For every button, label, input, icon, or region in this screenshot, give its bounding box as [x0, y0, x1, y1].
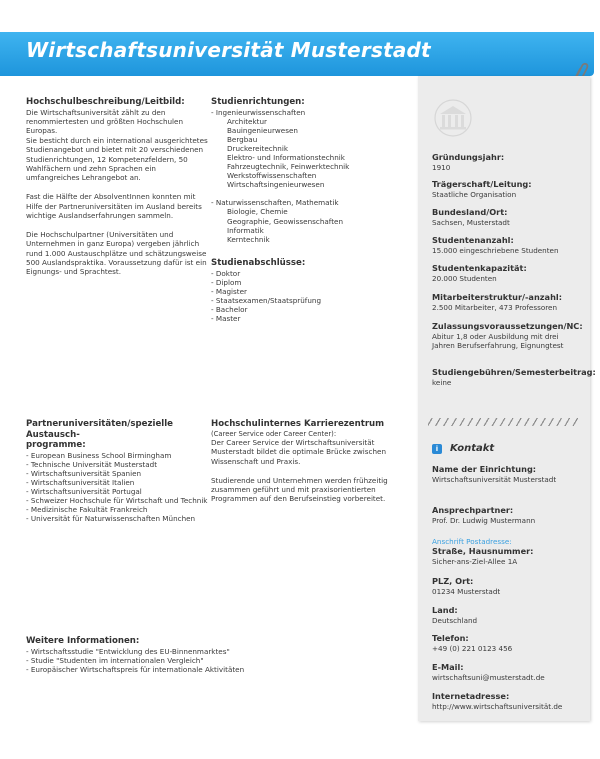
kontakt-label: E-Mail:	[432, 662, 464, 672]
fact-value: 1910	[432, 163, 451, 172]
kontakt-telefon	[432, 633, 582, 653]
beschreibung-text-3: Fast die Hälfte der AbsolventInnen konnten mit Hilfe der Partneruniversitäten im Ausland bereits wichtige Auslandserfahrungen sammeln.	[26, 192, 202, 220]
section-title-studienrichtungen: Studienrichtungen:	[211, 97, 305, 107]
kontakt-label: Land:	[432, 605, 458, 615]
list-item: - Wirtschaftsuniversität Italien	[26, 477, 135, 487]
list-item: - Naturwissenschaften, Mathematik	[211, 198, 339, 208]
fact-mitarbeiter	[432, 292, 582, 312]
section-title-karriere: Hochschulinternes Karrierezentrum	[211, 419, 385, 429]
fact-label: Zulassungsvoraussetzungen/NC:	[432, 321, 583, 331]
fact-zulassung	[432, 321, 582, 351]
kontakt-label: Name der Einrichtung:	[432, 464, 537, 474]
list-item: Wirtschaftsingenieurwesen	[227, 180, 325, 190]
fact-value: Staatliche Organisation	[432, 190, 517, 199]
beschreibung-text-1: Die Wirtschaftsuniversität zählt zu den renommiertesten und größten Hochschulen Europas.	[26, 107, 184, 136]
kontakt-value: Deutschland	[432, 616, 478, 625]
list-item: - Bachelor	[211, 304, 248, 314]
kontakt-web	[432, 691, 582, 711]
fact-studentenkapazitaet	[432, 263, 582, 283]
section-abschluesse	[211, 258, 411, 323]
list-item: - Wirtschaftsstudie "Entwicklung des EU-Binnenmarktes"	[26, 646, 230, 656]
section-weitere	[26, 636, 406, 674]
abschluesse-list	[211, 269, 411, 324]
kontakt-email	[432, 662, 582, 682]
section-karriere	[211, 419, 409, 504]
fact-label: Studentenkapazität:	[432, 263, 527, 273]
kontakt-value: Wirtschaftsuniversität Musterstadt	[432, 475, 557, 484]
fact-value: 2.500 Mitarbeiter, 473 Professoren	[432, 303, 558, 312]
kontakt-value: Sicher-ans-Ziel-Allee 1A	[432, 557, 518, 566]
kontakt-label: Telefon:	[432, 633, 469, 643]
kontakt-anschrift	[432, 537, 582, 566]
list-item: - Doktor	[211, 268, 241, 278]
section-title-abschluesse: Studienabschlüsse:	[211, 258, 306, 268]
kontakt-value: Prof. Dr. Ludwig Mustermann	[432, 516, 536, 525]
list-item: - Magister	[211, 286, 247, 296]
list-item: - Diplom	[211, 277, 242, 287]
fact-value: 20.000 Studenten	[432, 274, 497, 283]
fact-value: Sachsen, Musterstadt	[432, 218, 510, 227]
kontakt-value[interactable]: http://www.wirtschaftsuniversität.de	[432, 702, 563, 711]
list-item: Biologie, Chemie	[227, 207, 288, 217]
kontakt-ansprechpartner	[432, 505, 582, 525]
kontakt-name	[432, 464, 582, 484]
list-item: - Staatsexamen/Staatsprüfung	[211, 295, 322, 305]
fact-label: Studiengebühren/Semesterbeitrag:	[432, 367, 596, 377]
karriere-subtitle: (Career Service oder Career Center):	[211, 429, 337, 438]
fact-label: Gründungsjahr:	[432, 152, 505, 162]
list-item: - Wirtschaftsuniversität Portugal	[26, 486, 142, 496]
fact-gruendungsjahr	[432, 152, 582, 172]
fact-bundesland	[432, 207, 582, 227]
list-item: - Master	[211, 313, 241, 323]
partner-list	[26, 451, 210, 524]
fact-value: 15.000 eingeschriebene Studenten	[432, 246, 559, 255]
anschrift-note: Anschrift Postadresse:	[432, 537, 512, 546]
list-item: Bauingenieurwesen	[227, 125, 298, 135]
fact-value: Abitur 1,8 oder Ausbildung mit drei Jahren Berufserfahrung, Eignungtest	[432, 332, 564, 351]
kontakt-label: Ansprechpartner:	[432, 505, 514, 515]
karriere-text-1: Der Career Service der Wirtschaftsuniversität Musterstadt bildet die optimale Brücke zwischen Wissenschaft und Praxis.	[211, 438, 387, 466]
list-item: - Schweizer Hochschule für Wirtschaft und Technik	[26, 495, 208, 505]
list-item: Fahrzeugtechnik, Feinwerktechnik	[227, 162, 350, 172]
list-item: - Ingenieurwissenschaften	[211, 107, 306, 117]
page-title: Wirtschaftsuniversität Musterstadt	[26, 38, 431, 62]
list-item: - Technische Universität Musterstadt	[26, 459, 158, 469]
kontakt-value: 01234 Musterstadt	[432, 587, 501, 596]
kontakt-label: PLZ, Ort:	[432, 576, 474, 586]
kontakt-label: Straße, Hausnummer:	[432, 546, 534, 556]
info-icon: i	[432, 444, 442, 454]
section-beschreibung	[26, 97, 210, 277]
fact-label: Bundesland/Ort:	[432, 207, 508, 217]
list-item: Geographie, Geowissenschaften	[227, 216, 344, 226]
list-item: Architektur	[227, 116, 267, 126]
list-item: - Wirtschaftsuniversität Spanien	[26, 468, 142, 478]
list-item: Werkstoffwissenschaften	[227, 171, 317, 181]
kontakt-label: Internetadresse:	[432, 691, 510, 701]
studienrichtungen-list	[211, 108, 411, 244]
list-item: Kerntechnik	[227, 234, 270, 244]
section-title-weitere: Weitere Informationen:	[26, 636, 140, 646]
fact-value: keine	[432, 378, 452, 387]
list-item: - Studie "Studenten im internationalen Vergleich"	[26, 655, 204, 665]
kontakt-land	[432, 605, 582, 625]
header-banner	[0, 32, 594, 76]
fact-gebuehren	[432, 367, 596, 387]
list-item: - Universität für Naturwissenschaften München	[26, 514, 196, 524]
list-item: - Medizinische Fakultät Frankreich	[26, 505, 148, 515]
beschreibung-text-2: Sie besticht durch ein international ausgerichtetes Studienangebot und bietet mit 20 verschiedenen Studienrichtungen, 12 Kompetenzfeldern, 50 Wahlfächern und zehn Sprachen ein umfangreiches Lehrangebot an.	[26, 135, 208, 183]
section-title-partner: Partneruniversitäten/spezielle Austausch-	[26, 419, 173, 440]
fact-studentenanzahl	[432, 235, 582, 255]
fact-label: Mitarbeiterstruktur/-anzahl:	[432, 292, 562, 302]
beschreibung-text-4: Die Hochschulpartner (Universitäten und Unternehmen in ganz Europa) vergeben jährlich rund 1.000 Austauschplätze und schätzungsweise 500 Auslandspraktika. Voraussetzung dafür ist ein Eignungs- und Sprachtest.	[26, 229, 207, 277]
list-item: Druckereitechnik	[227, 143, 289, 153]
list-item: Elektro- und Informationstechnik	[227, 152, 345, 162]
kontakt-value: +49 (0) 221 0123 456	[432, 644, 513, 653]
weitere-list	[26, 647, 406, 674]
list-item: - European Business School Birmingham	[26, 450, 172, 460]
list-item: Bergbau	[227, 134, 258, 144]
karriere-text-2: Studierende und Unternehmen werden frühzeitig zusammen geführt und mit praxisorientierten Programmen auf den Berufseinstieg vorbereitet.	[211, 475, 388, 504]
kontakt-plz	[432, 576, 582, 596]
fact-traegerschaft	[432, 179, 582, 199]
section-title-beschreibung: Hochschulbeschreibung/Leitbild:	[26, 97, 185, 107]
fact-label: Studentenanzahl:	[432, 235, 514, 245]
kontakt-title: Kontakt	[450, 443, 495, 454]
kontakt-value[interactable]: wirtschaftsuni@musterstadt.de	[432, 673, 545, 682]
section-title-partner-2: programme:	[26, 440, 86, 450]
fact-label: Trägerschaft/Leitung:	[432, 179, 532, 189]
hatched-divider	[428, 418, 580, 426]
list-item: - Europäischer Wirtschaftspreis für internationale Aktivitäten	[26, 664, 245, 674]
university-seal-icon	[430, 98, 476, 138]
section-studienrichtungen	[211, 97, 411, 244]
section-partner	[26, 419, 210, 523]
list-item: Informatik	[227, 225, 264, 235]
